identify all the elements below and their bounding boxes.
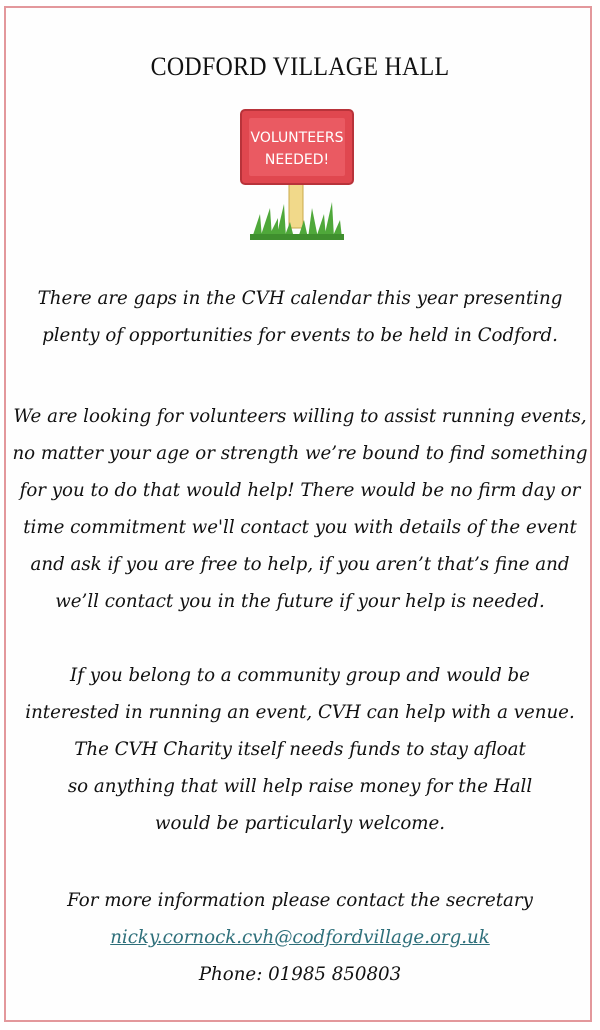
paragraph-volunteers — [10, 398, 590, 620]
text-line: plenty of opportunities for events to be held in Codford. — [42, 325, 558, 346]
text-line: would be particularly welcome. — [154, 813, 446, 834]
text-line: The CVH Charity itself needs funds to stay afloat — [74, 739, 526, 760]
text-line: no matter your age or strength we’re bound to find something — [12, 443, 588, 464]
email-link[interactable]: nicky.cornock.cvh@codfordvillage.org.uk — [110, 927, 490, 948]
text-line: If you belong to a community group and would be — [70, 665, 530, 686]
text-line: so anything that will help raise money for the Hall — [67, 776, 533, 797]
text-line: We are looking for volunteers willing to assist running events, — [13, 406, 587, 427]
contact-section — [10, 882, 590, 993]
text-line: for you to do that would help! There would be no firm day or — [19, 480, 581, 501]
sign-text-line2: NEEDED! — [264, 152, 330, 168]
volunteers-sign-illustration — [232, 104, 362, 244]
text-line: we’ll contact you in the future if your help is needed. — [55, 591, 545, 612]
paragraph-intro — [10, 280, 590, 354]
text-line: interested in running an event, CVH can help with a venue. — [25, 702, 575, 723]
text-line: and ask if you are free to help, if you aren’t that’s fine and — [30, 554, 570, 575]
sign-text-line1: VOLUNTEERS — [250, 130, 344, 146]
phone-number: Phone: 01985 850803 — [198, 964, 402, 985]
poster-title: CODFORD VILLAGE HALL — [150, 52, 450, 81]
paragraph-community — [10, 657, 590, 842]
text-line: time commitment we'll contact you with details of the event — [23, 517, 577, 538]
contact-intro: For more information please contact the secretary — [67, 890, 533, 911]
text-line: There are gaps in the CVH calendar this year presenting — [37, 288, 563, 309]
